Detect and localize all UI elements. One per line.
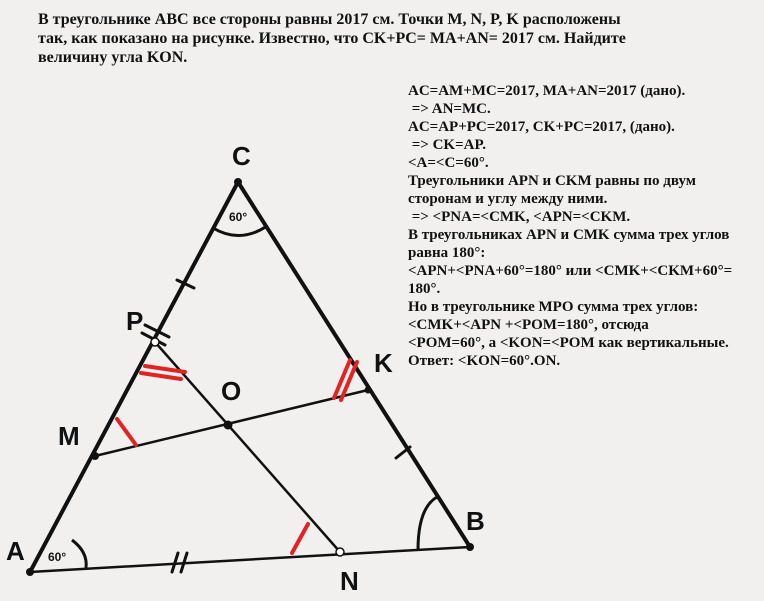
solution-line: => CK=AP. (408, 137, 487, 153)
solution-line: <APN+<PNA+60°=180° или <CMK+<CKM+60°= (408, 263, 733, 279)
solution-line: AC=AP+PC=2017, CK+PC=2017, (дано). (408, 119, 675, 135)
red-angle-marker (117, 419, 136, 445)
label-n: N (340, 566, 359, 596)
point-n (336, 548, 344, 556)
side-ab (30, 547, 470, 572)
solution-line: => <PNA=<CMK, <APN=<CKM. (408, 209, 631, 225)
label-p: P (126, 306, 144, 336)
solution-line: В треугольниках APN и CMK сумма трех углов (408, 227, 730, 243)
solution-line: Ответ: <KON=60°.ON. (408, 353, 561, 369)
problem-line: так, как показано на рисунке. Известно, что CK+PC= MA+AN= 2017 см. Найдите (38, 30, 626, 47)
point-p (151, 338, 159, 346)
side-ac (30, 182, 238, 572)
point-b (466, 543, 474, 551)
solution-line: <POM=60°, а <KON=<POM как вертикальные. (408, 335, 729, 351)
label-b: B (466, 506, 485, 536)
solution-line: Треугольники APN и CKM равны по двум (408, 173, 696, 189)
angle-label-a: 60° (48, 550, 67, 564)
point-a (26, 568, 34, 576)
solution-line: равна 180°: (408, 245, 486, 261)
point-m (91, 452, 99, 460)
label-a: A (6, 536, 25, 566)
solution-line: <CMK+<APN +<POM=180°, отсюда (408, 317, 649, 333)
solution-line: Но в треугольнике MPO сумма трех углов: (408, 299, 699, 315)
problem-line: В треугольнике АВС все стороны равны 2017 см. Точки M, N, P, K расположены (38, 11, 621, 28)
red-angle-marker (292, 524, 308, 553)
point-k (365, 387, 372, 394)
solution-line: <A=<C=60°. (408, 155, 489, 171)
solution-line: 180°. (408, 281, 441, 297)
solution-line: => AN=MC. (408, 101, 491, 117)
red-angle-marker (141, 373, 181, 379)
label-c: C (232, 141, 251, 171)
solution-line: сторонам и углу между ними. (408, 191, 608, 207)
red-angle-marker (334, 360, 350, 398)
problem-line: величину угла KON. (38, 49, 188, 66)
solution-line: AC=AM+MC=2017, MA+AN=2017 (дано). (408, 83, 686, 99)
point-o (224, 421, 233, 430)
label-m: M (58, 421, 80, 451)
label-k: K (374, 348, 393, 378)
label-o: O (221, 376, 242, 406)
angle-arc-b (418, 497, 437, 550)
angle-arc-a (72, 540, 86, 568)
angle-label-c: 60° (229, 210, 248, 224)
angle-arc-c (213, 226, 267, 236)
point-c (234, 178, 242, 186)
